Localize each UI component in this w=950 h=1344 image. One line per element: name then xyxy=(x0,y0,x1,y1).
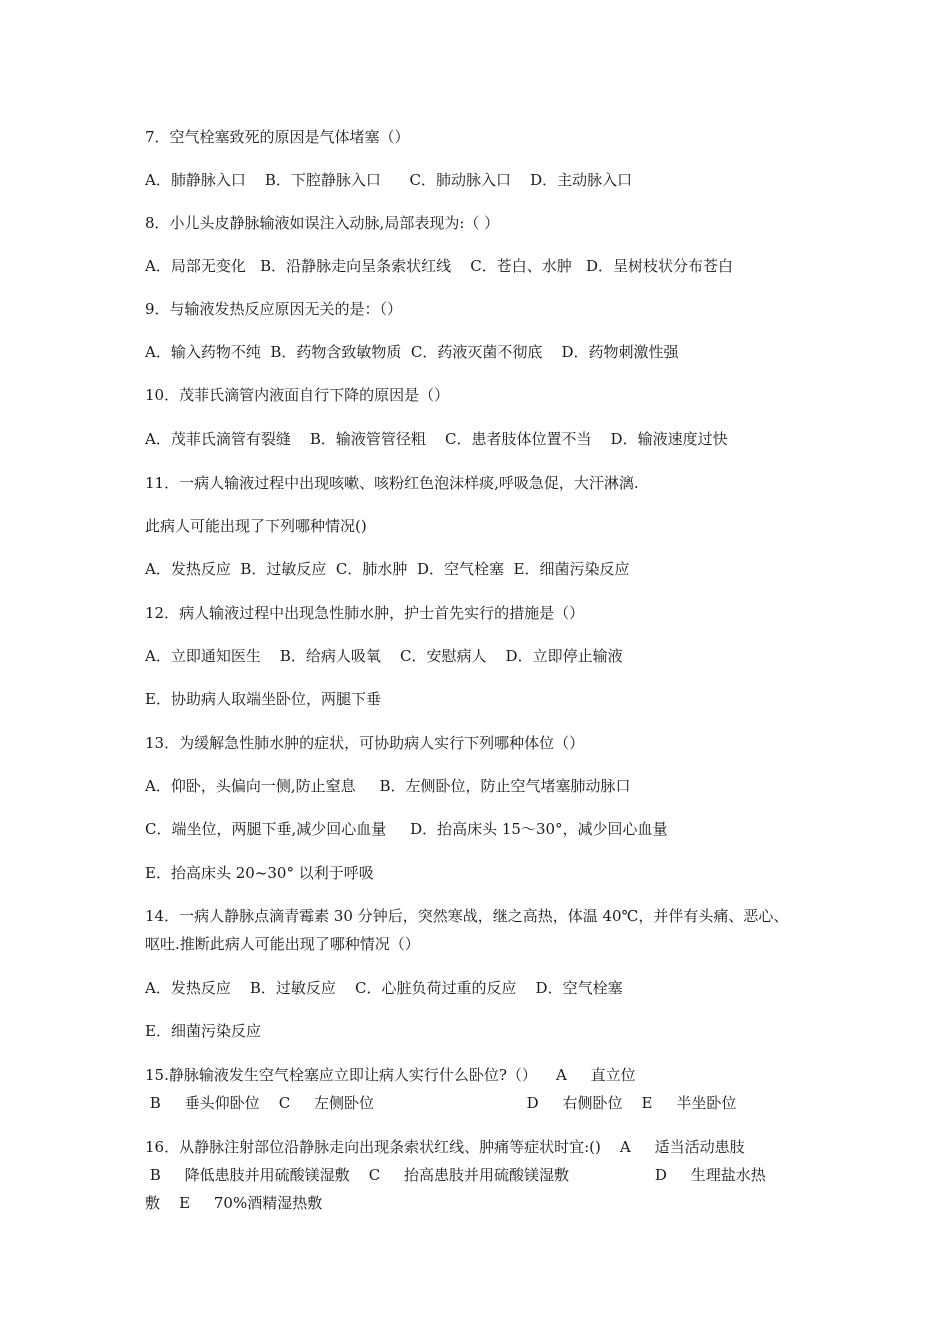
question-16: 16．从静脉注射部位沿静脉走向出现条索状红线、肿痛等症状时宜:() A 适当活动患肢 xyxy=(145,1138,745,1156)
question-8-options: A．局部无变化 B．沿静脉走向呈条索状红线 C．苍白、水肿 D．呈树枝状分布苍白 xyxy=(145,257,734,275)
question-13-options-cd: C．端坐位，两腿下垂,减少回心血量 D．抬高床头 15～30°，减少回心血量 xyxy=(145,820,668,838)
question-7-options: A．肺静脉入口 B．下腔静脉入口 C．肺动脉入口 D．主动脉入口 xyxy=(145,171,633,189)
question-7: 7．空气栓塞致死的原因是气体堵塞（） xyxy=(145,128,410,146)
question-9: 9．与输液发热反应原因无关的是：（） xyxy=(145,300,403,318)
question-14-option-e: E．细菌污染反应 xyxy=(145,1022,261,1040)
question-13-options-ab: A．仰卧，头偏向一侧,防止窒息 B．左侧卧位，防止空气堵塞肺动脉口 xyxy=(145,777,631,795)
question-12-options: A．立即通知医生 B．给病人吸氧 C．安慰病人 D．立即停止输液 xyxy=(145,647,623,665)
question-11-continued: 此病人可能出现了下列哪种情况() xyxy=(145,517,367,535)
question-12: 12．病人输液过程中出现急性肺水肿，护士首先实行的措施是（） xyxy=(145,604,585,622)
question-14-options: A．发热反应 B．过敏反应 C．心脏负荷过重的反应 D．空气栓塞 xyxy=(145,979,623,997)
question-13-option-e: E．抬高床头 20~30° 以利于呼吸 xyxy=(145,864,374,882)
question-9-options: A．输入药物不纯 B．药物含致敏物质 C．药液灭菌不彻底 D．药物刺激性强 xyxy=(145,343,679,361)
question-16-options: B 降低患肢并用硫酸镁湿敷 C 抬高患肢并用硫酸镁湿敷 D 生理盐水热 xyxy=(145,1166,766,1184)
question-11-options: A．发热反应 B．过敏反应 C．肺水肿 D．空气栓塞 E．细菌污染反应 xyxy=(145,560,630,578)
question-10: 10．茂菲氏滴管内液面自行下降的原因是（） xyxy=(145,386,450,404)
question-12-option-e: E．协助病人取端坐卧位，两腿下垂 xyxy=(145,690,381,708)
question-14-continued: 呕吐.推断此病人可能出现了哪种情况（） xyxy=(145,935,420,953)
question-15-options: B 垂头仰卧位 C 左侧卧位 D 右侧卧位 E 半坐卧位 xyxy=(145,1094,737,1112)
question-16-options-continued: 敷 E 70%酒精湿热敷 xyxy=(145,1194,323,1212)
question-10-options: A．茂菲氏滴管有裂缝 B．输液管管径粗 C．患者肢体位置不当 D．输液速度过快 xyxy=(145,430,728,448)
question-14: 14．一病人静脉点滴青霉素 30 分钟后，突然寒战，继之高热，体温 40℃，并伴有头痛、恶心、 xyxy=(145,907,789,925)
question-11: 11．一病人输液过程中出现咳嗽、咳粉红色泡沫样痰,呼吸急促，大汗淋漓. xyxy=(145,474,639,492)
question-8: 8．小儿头皮静脉输液如误注入动脉,局部表现为:（ ） xyxy=(145,214,500,232)
question-13: 13．为缓解急性肺水肿的症状，可协助病人实行下列哪种体位（） xyxy=(145,734,585,752)
question-15: 15.静脉输液发生空气栓塞应立即让病人实行什么卧位?（） A 直立位 xyxy=(145,1066,636,1084)
